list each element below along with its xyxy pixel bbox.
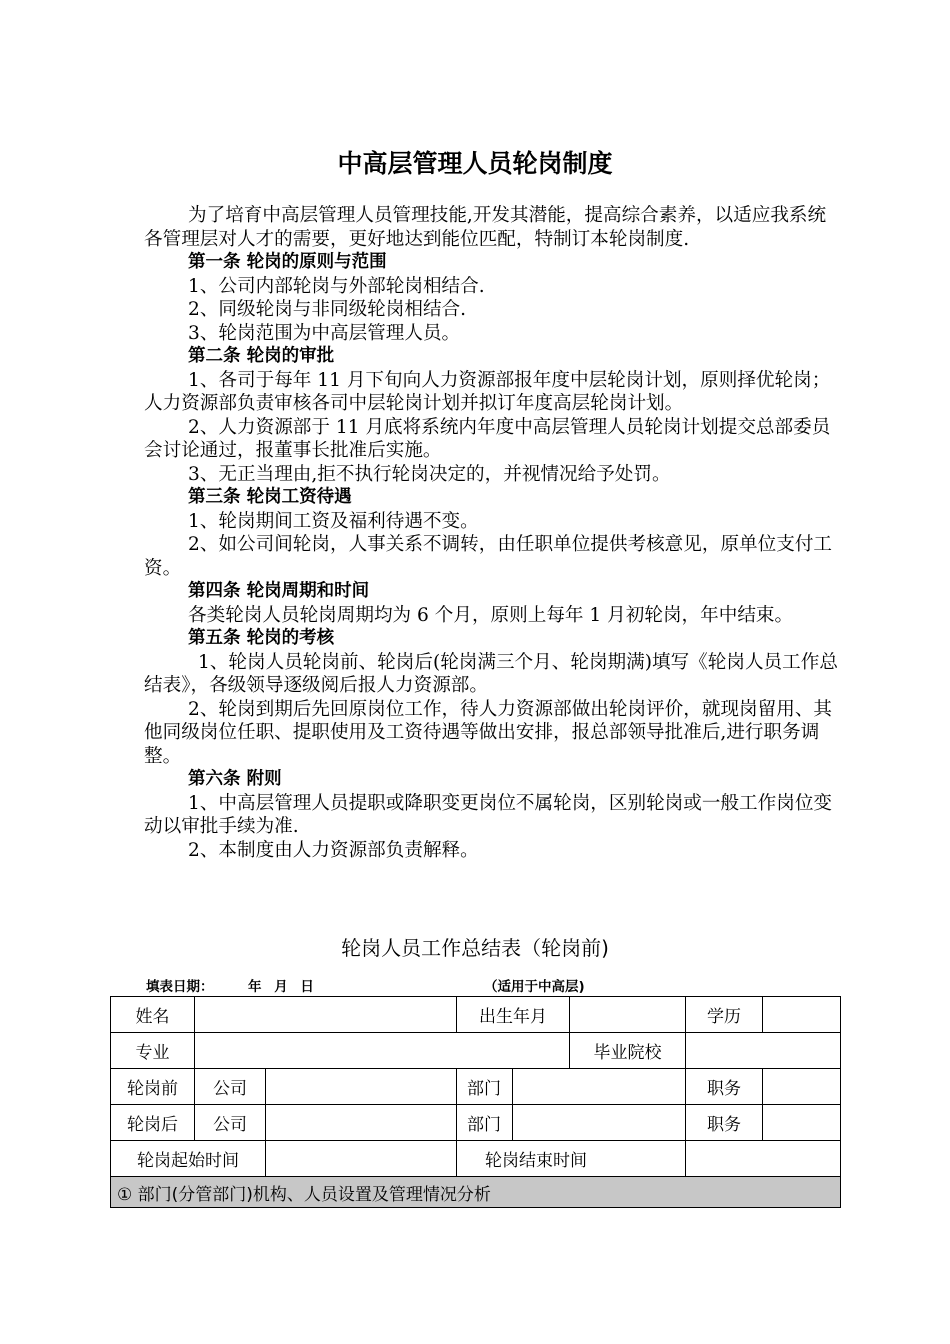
form-row-before <box>111 1069 841 1105</box>
form-row-major <box>111 1033 841 1069</box>
form-row-time <box>111 1141 841 1177</box>
section-1-item-3: 3、轮岗范围为中高层管理人员。 <box>188 322 461 344</box>
section-4-heading: 第四条 轮岗周期和时间 <box>188 581 370 601</box>
name-label: 姓名 <box>111 997 195 1033</box>
fill-date-ymd: 年 月 日 <box>248 979 314 995</box>
after-position-label: 职务 <box>686 1105 763 1141</box>
form-scope: （适用于中高层) <box>484 979 585 995</box>
before-department-field[interactable] <box>513 1069 686 1105</box>
document-title: 中高层管理人员轮岗制度 <box>337 149 613 178</box>
fill-info-row <box>110 972 840 996</box>
section-1-item-1: 1、公司内部轮岗与外部轮岗相结合. <box>188 275 485 297</box>
summary-form-table <box>110 996 841 1208</box>
fill-date-label: 填表日期： <box>146 979 214 995</box>
start-time-field[interactable] <box>266 1141 457 1177</box>
form-row-basic <box>111 997 841 1033</box>
section-6-item-1: 1、中高层管理人员提职或降职变更岗位不属轮岗，区别轮岗或一般工作岗位变动以审批手续为准. <box>144 792 833 837</box>
section-6-item-2: 2、本制度由人力资源部负责解释。 <box>188 839 479 861</box>
end-time-field[interactable] <box>686 1141 841 1177</box>
form-row-after <box>111 1105 841 1141</box>
education-field[interactable] <box>763 997 841 1033</box>
start-time-label: 轮岗起始时间 <box>111 1141 266 1177</box>
section-2-item-2: 2、人力资源部于 11 月底将系统内年度中高层管理人员轮岗计划提交总部委员会讨论通过，报董事长批准后实施。 <box>144 416 831 461</box>
major-field[interactable] <box>195 1033 570 1069</box>
section-4-item-1: 各类轮岗人员轮岗周期均为 6 个月，原则上每年 1 月初轮岗，年中结束。 <box>188 604 794 626</box>
section-1-heading: 第一条 轮岗的原则与范围 <box>188 252 387 272</box>
after-company-label: 公司 <box>195 1105 266 1141</box>
section1-header: ① 部门(分管部门)机构、人员设置及管理情况分析 <box>111 1177 841 1208</box>
name-field[interactable] <box>195 997 457 1033</box>
before-position-label: 职务 <box>686 1069 763 1105</box>
section-5-item-1: 1、轮岗人员轮岗前、轮岗后(轮岗满三个月、轮岗期满)填写《轮岗人员工作总结表》，各级领导逐级阅后报人力资源部。 <box>144 651 838 696</box>
section-3-item-1: 1、轮岗期间工资及福利待遇不变。 <box>188 510 479 532</box>
before-position-field[interactable] <box>763 1069 841 1105</box>
after-position-field[interactable] <box>763 1105 841 1141</box>
section-6-heading: 第六条 附则 <box>188 769 282 789</box>
form-title: 轮岗人员工作总结表（轮岗前) <box>341 936 609 960</box>
section-2-heading: 第二条 轮岗的审批 <box>188 346 335 366</box>
section-3-heading: 第三条 轮岗工资待遇 <box>188 487 352 507</box>
birth-field[interactable] <box>570 997 686 1033</box>
end-time-label: 轮岗结束时间 <box>457 1141 686 1177</box>
school-label: 毕业院校 <box>570 1033 686 1069</box>
section-2-item-3: 3、无正当理由,拒不执行轮岗决定的，并视情况给予处罚。 <box>188 463 671 485</box>
form-row-section1 <box>111 1177 841 1208</box>
school-field[interactable] <box>686 1033 841 1069</box>
birth-label: 出生年月 <box>457 997 570 1033</box>
section-2-item-1: 1、各司于每年 11 月下旬向人力资源部报年度中层轮岗计划，原则择优轮岗；人力资源部负责审核各司中层轮岗计划并拟订年度高层轮岗计划。 <box>144 369 831 414</box>
section-5-item-2: 2、轮岗到期后先回原岗位工作，待人力资源部做出轮岗评价，就现岗留用、其他同级岗位任职、提职使用及工资待遇等做出安排，报总部领导批准后,进行职务调整。 <box>144 698 833 767</box>
after-department-field[interactable] <box>513 1105 686 1141</box>
before-company-label: 公司 <box>195 1069 266 1105</box>
section-3-item-2: 2、如公司间轮岗，人事关系不调转，由任职单位提供考核意见，原单位支付工资。 <box>144 534 833 579</box>
after-department-label: 部门 <box>457 1105 513 1141</box>
education-label: 学历 <box>686 997 763 1033</box>
intro-paragraph: 为了培育中高层管理人员管理技能,开发其潜能，提高综合素养，以适应我系统各管理层对人才的需要，更好地达到能位匹配，特制订本轮岗制度. <box>144 205 827 250</box>
after-company-field[interactable] <box>266 1105 457 1141</box>
after-label: 轮岗后 <box>111 1105 195 1141</box>
section-1-item-2: 2、同级轮岗与非同级轮岗相结合. <box>188 299 467 320</box>
major-label: 专业 <box>111 1033 195 1069</box>
before-label: 轮岗前 <box>111 1069 195 1105</box>
section-5-heading: 第五条 轮岗的考核 <box>188 628 335 648</box>
before-department-label: 部门 <box>457 1069 513 1105</box>
before-company-field[interactable] <box>266 1069 457 1105</box>
document-body <box>144 204 844 862</box>
